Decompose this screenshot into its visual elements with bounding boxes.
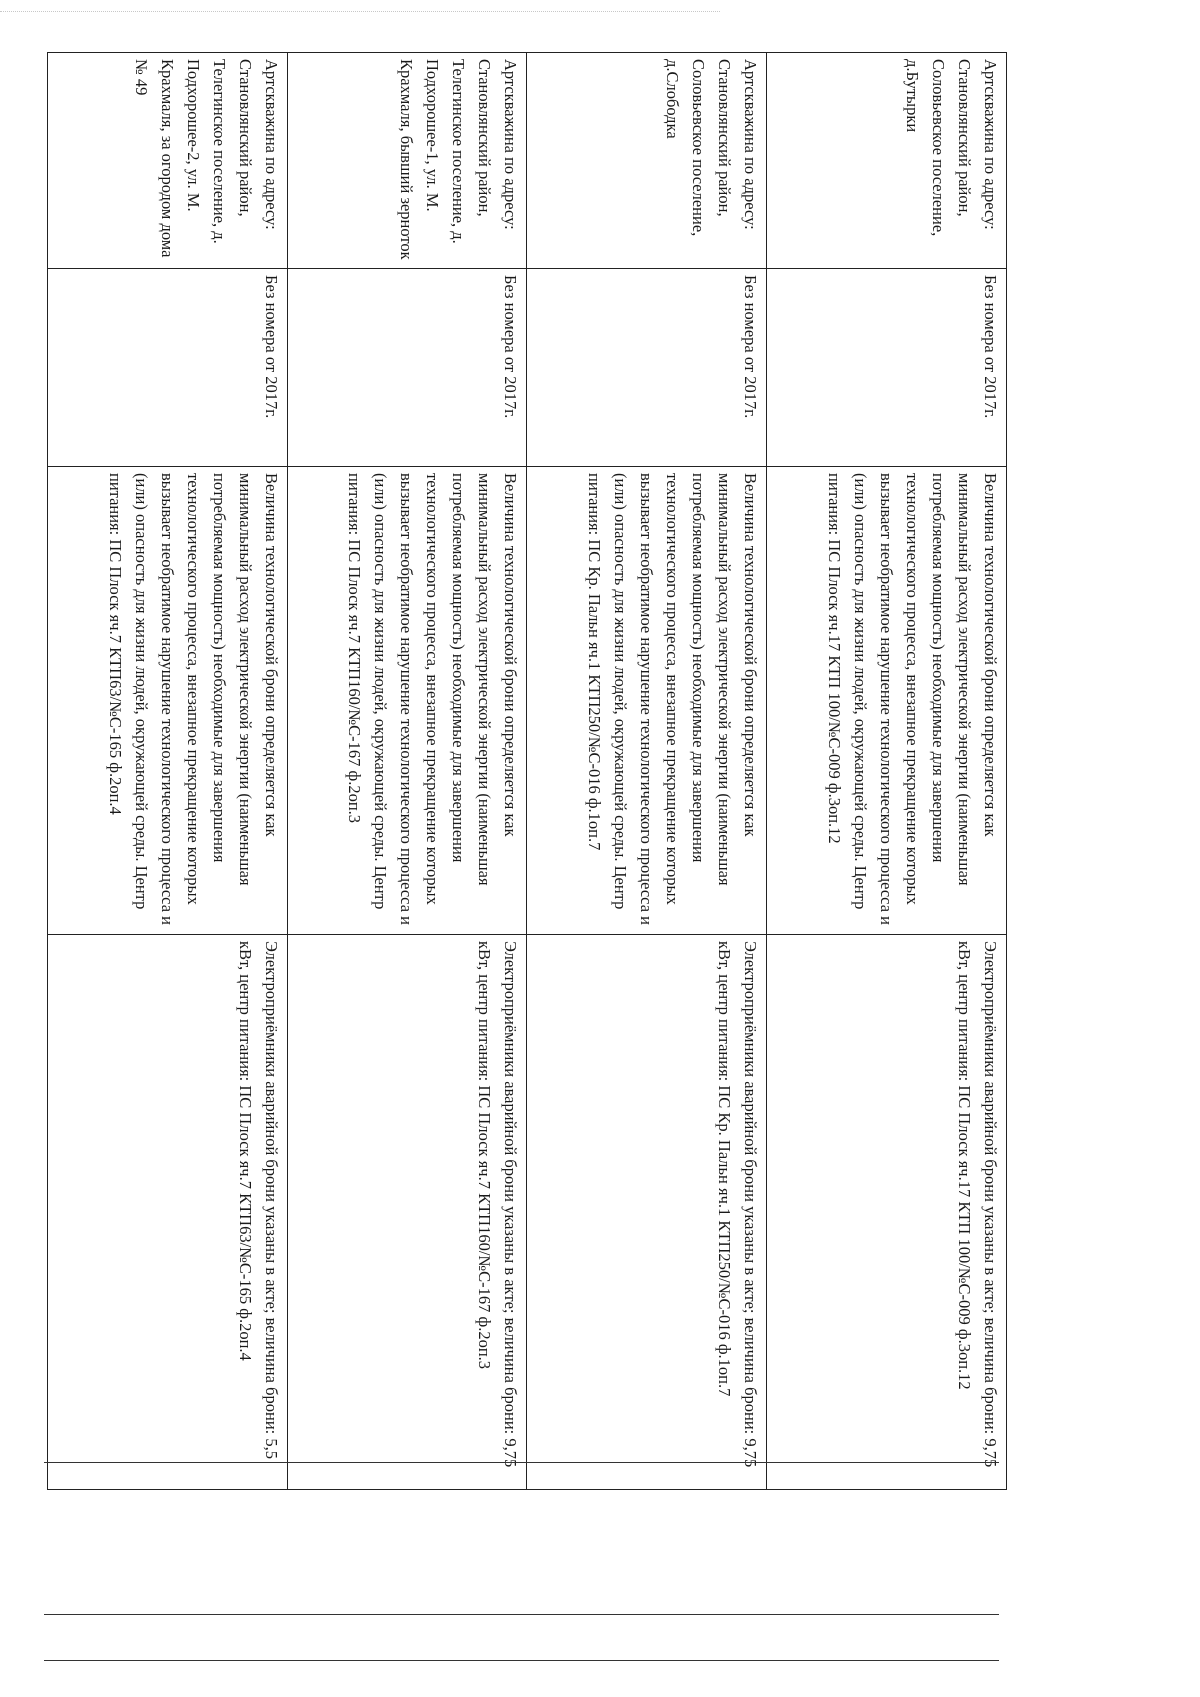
scan-edge-line [0, 11, 720, 12]
table-row [48, 53, 288, 1490]
object-address-cell: Артскважина по адресу: Становлянский район, Соловьевское поселение, д.Слободка [527, 53, 767, 269]
tech-reserve-cell: Величина технологической брони определяется как минимальный расход электрической энергии (наименьшая потребляемая мощность) необходимые для завершения технологического процесса, внезапное прекращение которых вызывает необратимое нарушение технологического процесса и (или) опасность для жизни людей, окружающей среды. Центр питания: ПС Плоск яч.7 КТП63/№С-165 ф.2оп.4 [48, 467, 288, 935]
object-address-cell: Артскважина по адресу: Становлянский район, Телегинское поселение, д. Подхорошее-2, ул. М. Крахмаля, за огородом дома № 49 [48, 53, 288, 269]
act-cell: Без номера от 2017г. [48, 269, 288, 467]
object-address-cell: Артскважина по адресу: Становлянский район, Телегинское поселение, д. Подхорошее-1, ул. М. Крахмаля, бывший зерноток [287, 53, 527, 269]
horizontal-rule [44, 1462, 999, 1463]
tech-reserve-cell: Величина технологической брони определяется как минимальный расход электрической энергии (наименьшая потребляемая мощность) необходимые для завершения технологического процесса, внезапное прекращение которых вызывает необратимое нарушение технологического процесса и (или) опасность для жизни людей, окружающей среды. Центр питания: ПС Плоск яч.17 КТП 100/№С-009 ф.3оп.12 [767, 467, 1007, 935]
emergency-reserve-cell: Электроприёмники аварийной брони указаны в акте; величина брони: 9,75 кВт, центр питания: ПС Плоск яч.7 КТП160/№С-167 ф.2оп.3 [287, 935, 527, 1490]
table-row [287, 53, 527, 1490]
act-cell: Без номера от 2017г. [767, 269, 1007, 467]
horizontal-rule [44, 1614, 999, 1615]
object-address-cell: Артскважина по адресу: Становлянский район, Соловьевское поселение, д.Бутырки [767, 53, 1007, 269]
tech-reserve-cell: Величина технологической брони определяется как минимальный расход электрической энергии (наименьшая потребляемая мощность) необходимые для завершения технологического процесса, внезапное прекращение которых вызывает необратимое нарушение технологического процесса и (или) опасность для жизни людей, окружающей среды. Центр питания: ПС Плоск яч.7 КТП160/№С-167 ф.2оп.3 [287, 467, 527, 935]
reserve-table [47, 52, 1007, 1490]
emergency-reserve-cell: Электроприёмники аварийной брони указаны в акте; величина брони: 9,75 кВт, центр питания: ПС Плоск яч.17 КТП 100/№С-009 ф.3оп.12 [767, 935, 1007, 1490]
tech-reserve-cell: Величина технологической брони определяется как минимальный расход электрической энергии (наименьшая потребляемая мощность) необходимые для завершения технологического процесса, внезапное прекращение которых вызывает необратимое нарушение технологического процесса и (или) опасность для жизни людей, окружающей среды. Центр питания: ПС Кр. Пальн яч.1 КТП250/№С-016 ф.1оп.7 [527, 467, 767, 935]
table-row [527, 53, 767, 1490]
rotated-page [47, 52, 1007, 1489]
table-row [767, 53, 1007, 1490]
emergency-reserve-cell: Электроприёмники аварийной брони указаны в акте; величина брони: 9,75 кВт, центр питания: ПС Кр. Пальн яч.1 КТП250/№С-016 ф.1оп.7 [527, 935, 767, 1490]
horizontal-rule [44, 1660, 999, 1661]
act-cell: Без номера от 2017г. [527, 269, 767, 467]
act-cell: Без номера от 2017г. [287, 269, 527, 467]
emergency-reserve-cell: Электроприёмники аварийной брони указаны в акте; величина брони: 5,5 кВт, центр питания: ПС Плоск яч.7 КТП63/№С-165 ф.2оп.4 [48, 935, 288, 1490]
